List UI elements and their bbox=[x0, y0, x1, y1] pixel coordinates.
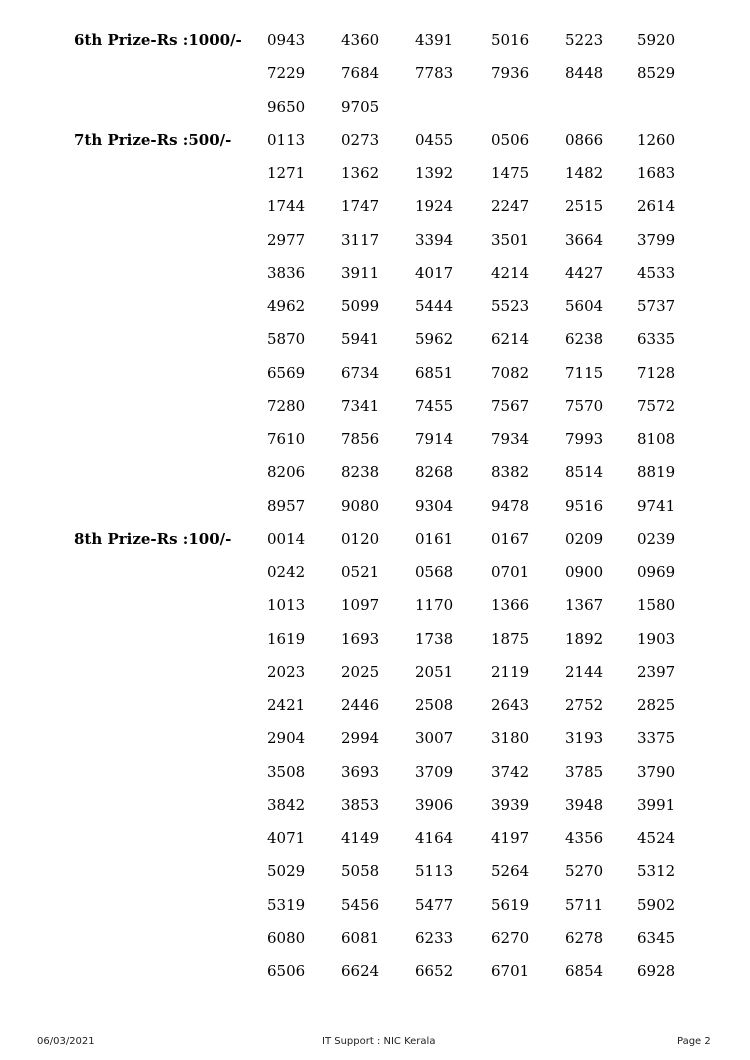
result-row bbox=[0, 329, 750, 362]
result-row bbox=[0, 695, 750, 728]
winning-number: 5456 bbox=[341, 895, 380, 914]
winning-number: 8819 bbox=[637, 463, 676, 482]
winning-number: 7082 bbox=[491, 363, 530, 382]
winning-number: 7341 bbox=[341, 396, 380, 415]
winning-number: 3939 bbox=[491, 795, 530, 814]
winning-number: 4360 bbox=[341, 31, 380, 49]
winning-number: 9080 bbox=[341, 496, 380, 515]
result-row bbox=[0, 662, 750, 695]
winning-number: 1367 bbox=[565, 596, 604, 615]
winning-number: 5058 bbox=[341, 862, 380, 881]
result-row bbox=[0, 961, 750, 994]
result-row bbox=[0, 63, 750, 96]
winning-number: 9516 bbox=[565, 496, 604, 515]
winning-number: 6080 bbox=[267, 928, 306, 947]
result-row bbox=[0, 296, 750, 329]
result-row bbox=[0, 562, 750, 595]
winning-number: 7570 bbox=[565, 396, 604, 415]
winning-number: 5223 bbox=[565, 31, 604, 49]
winning-number: 1260 bbox=[637, 130, 676, 149]
winning-number: 3664 bbox=[565, 230, 604, 249]
winning-number: 3709 bbox=[415, 762, 454, 781]
winning-number: 1271 bbox=[267, 164, 306, 182]
winning-number: 7280 bbox=[267, 396, 306, 415]
winning-number: 0521 bbox=[341, 563, 380, 581]
winning-number: 6345 bbox=[637, 928, 676, 947]
winning-number: 1892 bbox=[565, 629, 604, 648]
winning-number: 6851 bbox=[415, 363, 454, 382]
winning-number: 0161 bbox=[415, 529, 454, 548]
winning-number: 2508 bbox=[415, 696, 454, 714]
result-row bbox=[0, 728, 750, 761]
winning-number: 4164 bbox=[415, 829, 454, 847]
winning-number: 2023 bbox=[267, 662, 306, 681]
result-row bbox=[0, 363, 750, 396]
winning-number: 2994 bbox=[341, 729, 380, 748]
winning-number: 3790 bbox=[637, 762, 676, 781]
winning-number: 7567 bbox=[491, 396, 530, 415]
winning-number: 1924 bbox=[415, 197, 454, 216]
winning-number: 1170 bbox=[415, 596, 454, 615]
result-row bbox=[0, 130, 750, 163]
winning-number: 1013 bbox=[267, 596, 306, 615]
winning-number: 1738 bbox=[415, 629, 454, 648]
winning-number: 0568 bbox=[415, 563, 454, 581]
winning-number: 3853 bbox=[341, 795, 380, 814]
winning-number: 6270 bbox=[491, 928, 530, 947]
winning-number: 7993 bbox=[565, 430, 604, 448]
result-row bbox=[0, 263, 750, 296]
winning-number: 4214 bbox=[491, 263, 530, 282]
winning-number: 1097 bbox=[341, 596, 380, 615]
winning-number: 5920 bbox=[637, 31, 676, 49]
winning-number: 0969 bbox=[637, 563, 676, 581]
winning-number: 6238 bbox=[565, 330, 604, 349]
winning-number: 3842 bbox=[267, 795, 306, 814]
winning-number: 0113 bbox=[267, 130, 306, 149]
winning-number: 2643 bbox=[491, 696, 530, 714]
winning-number: 3906 bbox=[415, 795, 454, 814]
winning-number: 4071 bbox=[267, 829, 306, 847]
winning-number: 7610 bbox=[267, 430, 306, 448]
result-row bbox=[0, 496, 750, 529]
winning-number: 2397 bbox=[637, 662, 676, 681]
winning-number: 2752 bbox=[565, 696, 604, 714]
winning-number: 5962 bbox=[415, 330, 454, 349]
winning-number: 7936 bbox=[491, 64, 530, 83]
winning-number: 6335 bbox=[637, 330, 676, 349]
winning-number: 2025 bbox=[341, 662, 380, 681]
winning-number: 0120 bbox=[341, 529, 380, 548]
winning-number: 9304 bbox=[415, 496, 454, 515]
result-row bbox=[0, 762, 750, 795]
result-row bbox=[0, 230, 750, 263]
winning-number: 4356 bbox=[565, 829, 604, 847]
winning-number: 5444 bbox=[415, 297, 454, 315]
winning-number: 9741 bbox=[637, 496, 676, 515]
winning-number: 4391 bbox=[415, 31, 454, 49]
winning-number: 9705 bbox=[341, 97, 380, 116]
winning-number: 1619 bbox=[267, 629, 306, 648]
result-row bbox=[0, 30, 750, 63]
winning-number: 3836 bbox=[267, 263, 306, 282]
winning-number: 6652 bbox=[415, 962, 454, 980]
result-row bbox=[0, 861, 750, 894]
winning-number: 5737 bbox=[637, 297, 676, 315]
prize-label: 8th Prize-Rs :100/- bbox=[74, 529, 232, 548]
winning-number: 5711 bbox=[565, 895, 604, 914]
winning-number: 1747 bbox=[341, 197, 380, 216]
winning-number: 6233 bbox=[415, 928, 454, 947]
winning-number: 6854 bbox=[565, 962, 604, 980]
winning-number: 0273 bbox=[341, 130, 380, 149]
winning-number: 5619 bbox=[491, 895, 530, 914]
winning-number: 8514 bbox=[565, 463, 604, 482]
winning-number: 0943 bbox=[267, 31, 306, 49]
winning-number: 5016 bbox=[491, 31, 530, 49]
winning-number: 3948 bbox=[565, 795, 604, 814]
result-row bbox=[0, 595, 750, 628]
winning-number: 8108 bbox=[637, 430, 676, 448]
winning-number: 5477 bbox=[415, 895, 454, 914]
winning-number: 7914 bbox=[415, 430, 454, 448]
winning-number: 2421 bbox=[267, 696, 306, 714]
winning-number: 8529 bbox=[637, 64, 676, 83]
winning-number: 5870 bbox=[267, 330, 306, 349]
winning-number: 8238 bbox=[341, 463, 380, 482]
winning-number: 2446 bbox=[341, 696, 380, 714]
result-row bbox=[0, 529, 750, 562]
winning-number: 9478 bbox=[491, 496, 530, 515]
winning-number: 3991 bbox=[637, 795, 676, 814]
winning-number: 2614 bbox=[637, 197, 676, 216]
winning-number: 8957 bbox=[267, 496, 306, 515]
prize-label: 7th Prize-Rs :500/- bbox=[74, 130, 232, 149]
winning-number: 0209 bbox=[565, 529, 604, 548]
winning-number: 5113 bbox=[415, 862, 454, 881]
winning-number: 7934 bbox=[491, 430, 530, 448]
result-row bbox=[0, 196, 750, 229]
result-row bbox=[0, 429, 750, 462]
winning-number: 2119 bbox=[491, 662, 530, 681]
winning-number: 7455 bbox=[415, 396, 454, 415]
winning-number: 1875 bbox=[491, 629, 530, 648]
winning-number: 3693 bbox=[341, 762, 380, 781]
winning-number: 5523 bbox=[491, 297, 530, 315]
result-row bbox=[0, 795, 750, 828]
footer-date: 06/03/2021 bbox=[37, 1036, 95, 1047]
winning-number: 6278 bbox=[565, 928, 604, 947]
winning-number: 4524 bbox=[637, 829, 676, 847]
winning-number: 4427 bbox=[565, 263, 604, 282]
result-row bbox=[0, 462, 750, 495]
winning-number: 4149 bbox=[341, 829, 380, 847]
winning-number: 3501 bbox=[491, 230, 530, 249]
winning-number: 6506 bbox=[267, 962, 306, 980]
winning-number: 1580 bbox=[637, 596, 676, 615]
result-row bbox=[0, 629, 750, 662]
result-row bbox=[0, 828, 750, 861]
winning-number: 4962 bbox=[267, 297, 306, 315]
prize-label: 6th Prize-Rs :1000/- bbox=[74, 31, 242, 49]
winning-number: 1744 bbox=[267, 197, 306, 216]
winning-number: 3799 bbox=[637, 230, 676, 249]
winning-number: 3508 bbox=[267, 762, 306, 781]
winning-number: 0506 bbox=[491, 130, 530, 149]
winning-number: 2247 bbox=[491, 197, 530, 216]
winning-number: 7572 bbox=[637, 396, 676, 415]
winning-number: 0242 bbox=[267, 563, 306, 581]
result-row bbox=[0, 928, 750, 961]
winning-number: 4533 bbox=[637, 263, 676, 282]
winning-number: 5312 bbox=[637, 862, 676, 881]
winning-number: 3007 bbox=[415, 729, 454, 748]
winning-number: 5099 bbox=[341, 297, 380, 315]
winning-number: 2825 bbox=[637, 696, 676, 714]
winning-number: 2904 bbox=[267, 729, 306, 748]
winning-number: 7856 bbox=[341, 430, 380, 448]
winning-number: 8268 bbox=[415, 463, 454, 482]
winning-number: 2515 bbox=[565, 197, 604, 216]
winning-number: 6624 bbox=[341, 962, 380, 980]
winning-number: 6569 bbox=[267, 363, 306, 382]
footer-support: IT Support : NIC Kerala bbox=[322, 1036, 436, 1047]
winning-number: 9650 bbox=[267, 97, 306, 116]
winning-number: 7128 bbox=[637, 363, 676, 382]
winning-number: 4017 bbox=[415, 263, 454, 282]
winning-number: 3394 bbox=[415, 230, 454, 249]
winning-number: 0167 bbox=[491, 529, 530, 548]
result-row bbox=[0, 396, 750, 429]
winning-number: 0866 bbox=[565, 130, 604, 149]
winning-number: 7684 bbox=[341, 64, 380, 83]
winning-number: 3180 bbox=[491, 729, 530, 748]
winning-number: 2977 bbox=[267, 230, 306, 249]
winning-number: 1366 bbox=[491, 596, 530, 615]
winning-number: 1475 bbox=[491, 164, 530, 182]
winning-number: 6928 bbox=[637, 962, 676, 980]
winning-number: 3742 bbox=[491, 762, 530, 781]
winning-number: 8382 bbox=[491, 463, 530, 482]
winning-number: 5604 bbox=[565, 297, 604, 315]
winning-number: 1362 bbox=[341, 164, 380, 182]
winning-number: 0455 bbox=[415, 130, 454, 149]
winning-number: 7229 bbox=[267, 64, 306, 83]
winning-number: 6701 bbox=[491, 962, 530, 980]
winning-number: 7783 bbox=[415, 64, 454, 83]
result-row bbox=[0, 97, 750, 130]
winning-number: 3193 bbox=[565, 729, 604, 748]
winning-number: 2051 bbox=[415, 662, 454, 681]
winning-number: 5941 bbox=[341, 330, 380, 349]
winning-number: 1683 bbox=[637, 164, 676, 182]
result-row bbox=[0, 895, 750, 928]
winning-number: 6214 bbox=[491, 330, 530, 349]
winning-number: 6081 bbox=[341, 928, 380, 947]
winning-number: 3911 bbox=[341, 263, 380, 282]
winning-number: 2144 bbox=[565, 662, 604, 681]
winning-number: 5264 bbox=[491, 862, 530, 881]
winning-number: 1903 bbox=[637, 629, 676, 648]
winning-number: 5029 bbox=[267, 862, 306, 881]
winning-number: 1693 bbox=[341, 629, 380, 648]
winning-number: 4197 bbox=[491, 829, 530, 847]
winning-number: 3117 bbox=[341, 230, 380, 249]
winning-number: 5319 bbox=[267, 895, 306, 914]
winning-number: 0900 bbox=[565, 563, 604, 581]
winning-number: 0701 bbox=[491, 563, 530, 581]
winning-number: 1482 bbox=[565, 164, 604, 182]
winning-number: 1392 bbox=[415, 164, 454, 182]
winning-number: 8448 bbox=[565, 64, 604, 83]
winning-number: 3375 bbox=[637, 729, 676, 748]
footer-page-number: Page 2 bbox=[677, 1036, 711, 1047]
winning-number: 3785 bbox=[565, 762, 604, 781]
winning-number: 8206 bbox=[267, 463, 306, 482]
winning-number: 5902 bbox=[637, 895, 676, 914]
winning-number: 5270 bbox=[565, 862, 604, 881]
winning-number: 7115 bbox=[565, 363, 604, 382]
winning-number: 0014 bbox=[267, 529, 306, 548]
winning-number: 6734 bbox=[341, 363, 380, 382]
result-row bbox=[0, 163, 750, 196]
winning-number: 0239 bbox=[637, 529, 676, 548]
